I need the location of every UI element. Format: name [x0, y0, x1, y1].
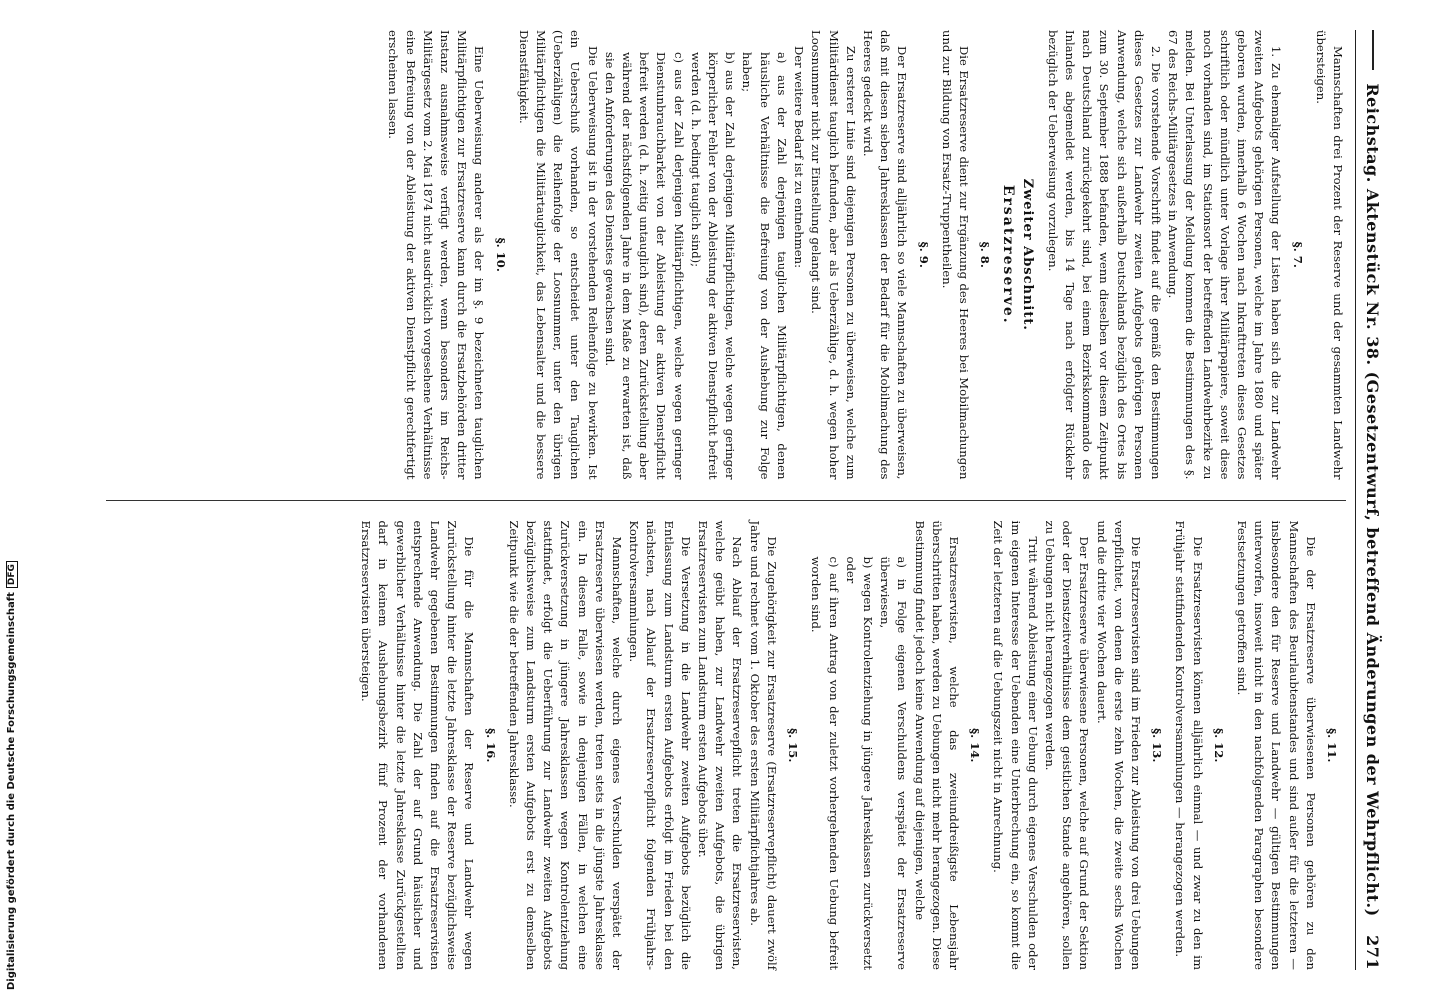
- list-item: b) aus der Zahl derjenigen Militärpflichtigen, welche wegen geringer körperlicher Fehler von der Ableistung der aktiven Dienstpflicht befreit werden (d. h. bedingt tauglich sind);: [688, 52, 738, 480]
- paragraph: Die Ueberweisung ist in der vorstehenden Reihenfolge zu bewirken. Ist ein Ueberschuß vorhanden, so entscheidet unter den Tauglichen (Ueberzähligen) die Reihenfolge der Loosnummer, unter den übrigen Militärpflichtigen die Militärtauglichkeit, das Lebensalter und die bessere Dienstfähigkeit.: [516, 30, 600, 480]
- list-item: a) in Folge eigenen Verschuldens verspätet der Ersatzreserve überwiesen,: [878, 556, 910, 970]
- chapter-heading: Zweiter Abschnitt.: [1019, 178, 1035, 331]
- section-number: §. 11.: [1325, 728, 1339, 763]
- paragraph: Eine Ueberweisung anderer als der im §. 9 bezeichneten tauglichen Militärpflichtigen zur Ersatzreserve kann durch die Ersatzbehörden dritter Instanz ausnahmsweise verfügt werden, wenn besonders im Reichs-Militärgesetz vom 2. Mai 1874 nicht ausdrücklich vorgesehene Verhältnisse eine Befreiung von der Ableistung der aktiven Dienstpflicht gerechtfertigt erscheinen lassen.: [386, 30, 487, 480]
- paragraph: Ersatzreservisten, welche das zweiunddreißigste Lebensjahr überschritten haben, werden zu Uebungen nicht mehr herangezogen. Diese Bestimmung findet jedoch keine Anwendung auf diejenigen, welche: [912, 520, 961, 970]
- paragraph: Die Ersatzreservisten können alljährlich einmal — und zwar zu den im Frühjahr stattfindenden Kontrolversammlungen — herangezogen werden.: [1173, 520, 1205, 970]
- column-divider: [106, 500, 1346, 501]
- page-number: 271: [1363, 935, 1383, 970]
- list-item: a) aus der Zahl derjenigen tauglichen Militärpflichtigen, denen häusliche Verhältnisse die Befreiung von der Aushebung zur Folge haben;: [740, 52, 789, 480]
- paragraph: Mannschaften drei Prozent der Reserve und der gesammten Landwehr übersteigen.: [1313, 30, 1345, 480]
- paragraph: Nach Ablauf der Ersatzreservepflicht treten die Ersatzreservisten, welche geübt haben, zur Landwehr zweiten Aufgebots, die übrigen Ersatzreservisten zum Landsturm ersten Aufgebots über.: [696, 520, 745, 970]
- section-number: §. 13.: [1150, 728, 1165, 763]
- list-item: c) auf ihren Antrag von der zuletzt vorhergehenden Uebung befreit worden sind.: [809, 556, 841, 970]
- paragraph: 1. Zu ehemaliger Aufstellung der Listen haben sich die zur Landwehr zweiten Aufgebots gehörigen Personen, welche im Jahre 1880 und später geboren wurden, innerhalb 6 Wochen nach Inkrafttreten dieses Gesetzes schriftlich oder mündlich unter Vorlage ihrer Militärpapiere, soweit diese noch vorhanden sind, im Stationsort der betreffenden Landwehrbezirke zu melden. Bei Unterlassung der Meldung kommen die Bestimmungen des §. 67 des Reichs-Militärgesetzes in Anwendung.: [1166, 30, 1284, 480]
- paragraph: Der Ersatzreserve überwiesene Personen, welche auf Grund der Sektion oder der Dienstzeitverhältnisse dem geistlichen Stande angehören, sollen zu Uebungen nicht herangezogen werden.: [1042, 520, 1092, 970]
- left-column: [106, 30, 1346, 480]
- page-header: [1355, 30, 1390, 970]
- paragraph: Mannschaften, welche durch eigenes Verschulden verspätet der Ersatzreserve überwiesen werden, treten stets in die jüngste Jahresklasse ein. In diesem Falle, sowie in denjenigen Fällen, in welchen eine Zurückversetzung in jüngere Jahresklassen wegen Kontrolentziehung stattfindet, erfolgt die Ueberführung zur Landwehr zweiten Aufgebots bezüglichsweise zum Landsturm ersten Aufgebots erst zu demselben Zeitpunkt wie die der betreffenden Jahresklasse.: [506, 520, 625, 970]
- paragraph: Die Ersatzreserve dient zur Ergänzung des Heeres bei Mobilmachungen und zur Bildung von Ersatz-Truppentheilen.: [939, 30, 971, 480]
- paragraph: Zu ersterer Linie sind diejenigen Personen zu überweisen, welche zum Militärdienst tauglich befunden, aber als Ueberzählige, d. h. wegen hoher Loosnummer nicht zur Einstellung gelangt sind.: [809, 30, 858, 480]
- paragraph: Tritt während Ableistung einer Uebung durch eigenes Verschulden oder im eigenen Interesse der Uebenden eine Unterbrechung ein, so kommt die Zeit der letzteren auf die Uebungszeit nicht in Anrechnung.: [991, 520, 1040, 970]
- paragraph: Die für die Mannschaften der Reserve und Landwehr wegen Zurückstellung hinter die letzte Jahresklasse der Reserve bezüglichsweise Landwehr gegebenen Bestimmungen finden auf die Ersatzreservisten entsprechende Anwendung. Die Zahl der auf Grund häuslicher und gewerblicher Verhältnisse hinter die letzte Jahresklasse Zurückgestellten darf in keinem Aushebungsbezirk fünf Prozent der vorhandenen Ersatzreservisten übersteigen.: [359, 520, 477, 970]
- paragraph: Die Zugehörigkeit zur Ersatzreserve (Ersatzreservepflicht) dauert zwölf Jahre und rechnet vom 1. Oktober des ersten Militärpflichtjahres ab.: [747, 520, 779, 970]
- list-item: b) wegen Kontrolentziehung in jüngere Jahresklassen zurückversetzt oder: [843, 556, 875, 970]
- section-number: §. 15.: [786, 728, 801, 763]
- paragraph: Die Ersatzreservisten sind im Frieden zur Ableistung von drei Uebungen verpflichtet, von denen die erste zehn Wochen, die zweite sechs Wochen und die dritte vier Wochen dauert.: [1094, 520, 1143, 970]
- section-number: §. 12.: [1211, 728, 1226, 763]
- paragraph: Die Versetzung in die Landwehr zweiten Aufgebots bezüglich die Entlassung zum Landsturm ersten Aufgebots erfolgt im Frieden bei den nächsten, nach Ablauf der Ersatzreservepflicht folgenden Frühjahrs-Kontrolversammlungen.: [627, 520, 693, 970]
- paragraph: Der Ersatzreserve sind alljährlich so viele Mannschaften zu überweisen, daß mit diesen sieben Jahresklassen der Bedarf für die Mobilmachung des Heeres gedeckt wird.: [860, 30, 910, 480]
- text-columns: [106, 30, 1346, 970]
- section-number: §. 16.: [483, 728, 498, 763]
- digitization-note-text: Digitalisierung gefördert durch die Deutsche Forschungsgemeinschaft: [6, 592, 17, 990]
- digitization-note: [6, 561, 18, 990]
- paragraph: Der weitere Bedarf ist zu entnehmen:: [792, 46, 807, 268]
- paragraph: Die der Ersatzreserve überwiesenen Personen gehören zu den Mannschaften des Beurlaubtenstandes und sind außer für die letzteren — insbesondere den für Reserve und Landwehr — gültigen Bestimmungen unterworfen, insoweit nicht in den nachfolgenden Paragraphen besondere Festsetzungen getroffen sind.: [1234, 520, 1318, 970]
- page-title: Reichstag. Aktenstück Nr. 38. (Gesetzentwurf, betreffend Änderungen der Wehrpflicht.): [1363, 83, 1383, 917]
- section-number: §. 8.: [978, 241, 993, 268]
- section-number: §. 14.: [968, 728, 983, 763]
- section-number: §. 9.: [916, 241, 931, 268]
- section-number: §. 10.: [493, 237, 508, 272]
- header-rule: [1372, 30, 1374, 70]
- dfg-logo: DFG: [6, 561, 18, 588]
- paragraph: 2. Die vorstehende Vorschrift findet auf die gemäß den Bestimmungen dieses Gesetzes zur Landwehr zweiten Aufgebots gehörigen Personen Anwendung, welche sich außerhalb Deutschlands bezüglich des Ortes bis zum 30. September 1888 befanden, wenn dieselben vor diesem Zeitpunkt nach Deutschland zurückgekehrt sind, bei einem Bezirkskommando des Inlandes abgemeldet werden, bis 14 Tage nach erfolgter Rückkehr bezüglich der Ueberweisung vorzulegen.: [1045, 30, 1163, 480]
- list-item: c) aus der Zahl derjenigen Militärpflichtigen, welche wegen geringer Dienstunbrauchbarkeit von der Ableistung der aktiven Dienstpflicht befreit werden (d. h. zeitig untauglich sind), deren Zurückstellung aber während der nächstfolgenden Jahre in dem Maße zu erwarten ist, daß sie den Anforderungen des Dienstes gewachsen sind.: [602, 52, 686, 480]
- document-page: [90, 30, 1390, 970]
- section-number: §. 7.: [1290, 241, 1305, 268]
- chapter-subheading: Ersatzreserve.: [1000, 184, 1017, 325]
- right-column: [106, 521, 1346, 971]
